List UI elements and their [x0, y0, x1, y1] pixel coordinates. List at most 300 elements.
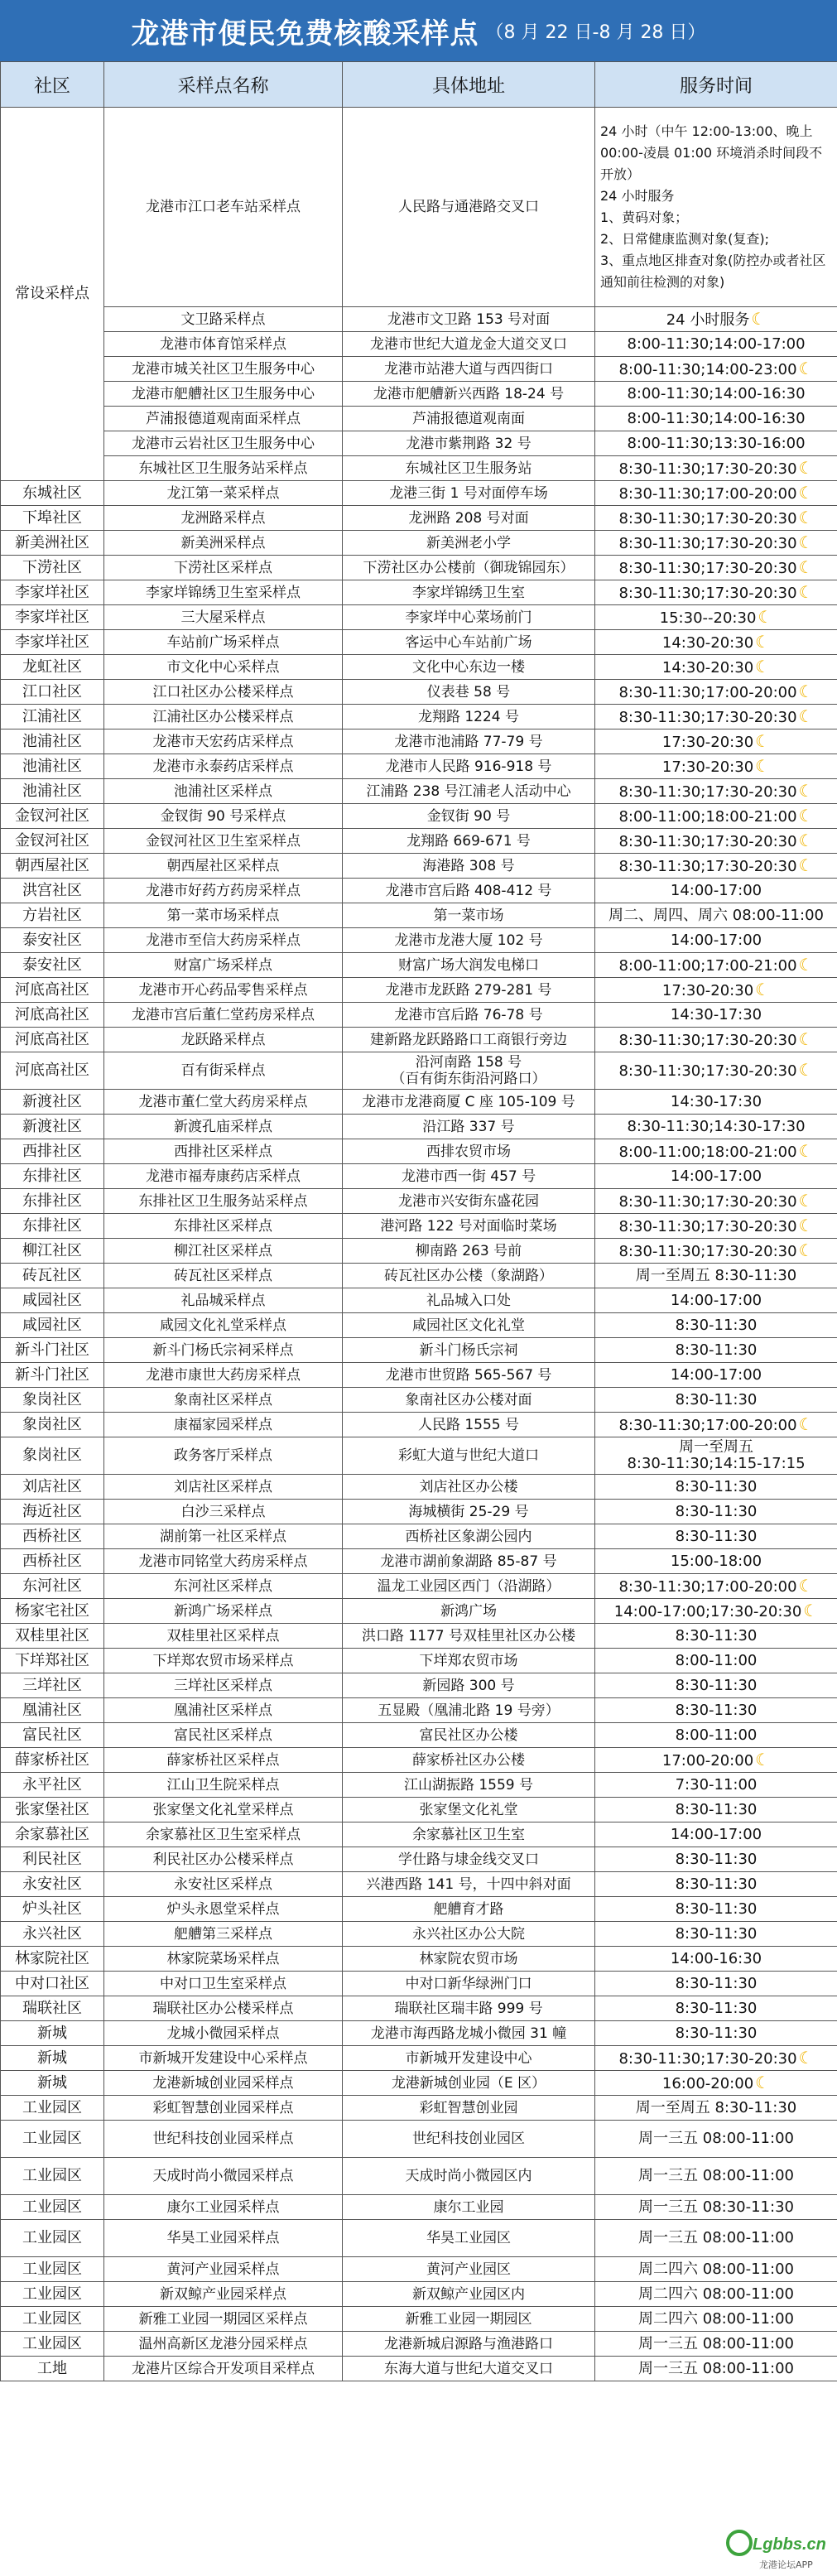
community-cell: 东城社区: [1, 481, 104, 506]
sampling-point-name: 龙港市体育馆采样点: [104, 332, 343, 357]
service-time-text: 周一三五 08:00-11:00: [638, 2334, 794, 2352]
service-time-text: 周一三五 08:00-11:00: [638, 2229, 794, 2246]
sampling-point-name: 利民社区办公楼采样点: [104, 1847, 343, 1872]
address-text: 龙港新城创业园（E 区）: [391, 2074, 546, 2092]
sampling-point-name: 新渡孔庙采样点: [104, 1115, 343, 1139]
address-text: 仪表巷 58 号: [426, 683, 511, 701]
table-row: [1, 2021, 837, 2046]
sampling-point-address: [343, 481, 595, 506]
table-row: [1, 854, 837, 879]
service-time-text: 15:30--20:30: [659, 609, 757, 627]
sampling-point-address: [343, 1822, 595, 1847]
service-time-text: 8:30-11:30;17:30-20:30: [618, 460, 797, 478]
community-cell: 永安社区: [1, 1872, 104, 1897]
table-row: [1, 630, 837, 655]
table-row: [1, 2121, 837, 2158]
sampling-point-name: 财富广场采样点: [104, 953, 343, 978]
sampling-point-name: 新斗门杨氏宗祠采样点: [104, 1338, 343, 1363]
service-time: [595, 680, 837, 705]
table-row: [1, 357, 837, 382]
community-cell: 咸园社区: [1, 1288, 104, 1313]
sampling-point-name: 永安社区采样点: [104, 1872, 343, 1897]
address-text: 砖瓦社区办公楼（象湖路）: [384, 1267, 553, 1284]
moon-icon: ☾: [798, 1140, 814, 1161]
service-time-text: 8:30-11:30;17:30-20:30: [618, 1217, 797, 1235]
community-cell: 新渡社区: [1, 1090, 104, 1115]
sampling-point-name: 新美洲采样点: [104, 531, 343, 556]
service-time-text: 14:00-17:00: [670, 881, 762, 899]
sampling-point-address: [343, 2332, 595, 2357]
service-time-text: 周一三五 08:30-11:30: [638, 2198, 794, 2216]
community-cell: 余家慕社区: [1, 1822, 104, 1847]
sampling-point-name: 龙港市江口老车站采样点: [104, 108, 343, 307]
sampling-point-name: 炉头永恩堂采样点: [104, 1897, 343, 1922]
table-row: [1, 655, 837, 680]
address-text: 龙港市宫后路 76-78 号: [394, 1006, 543, 1023]
moon-icon: ☾: [751, 308, 767, 329]
table-row: [1, 1996, 837, 2021]
sampling-point-name: 江浦社区办公楼采样点: [104, 705, 343, 729]
service-time-text: 周一至周五 8:30-11:30: [635, 2098, 797, 2116]
address-text: 林家院农贸市场: [419, 1950, 518, 1967]
sampling-point-name: 龙港市福寿康药店采样点: [104, 1164, 343, 1189]
community-cell: 朝西屋社区: [1, 854, 104, 879]
sampling-point-name: 新鸿广场采样点: [104, 1599, 343, 1624]
sampling-point-address: [343, 1475, 595, 1500]
address-text: 世纪科技创业园区: [412, 2131, 525, 2147]
note-line: 3、重点地区排查对象(防控办或者社区通知前往检测的对象): [600, 253, 826, 290]
sampling-point-address: [343, 1698, 595, 1723]
table-row: [1, 1475, 837, 1500]
address-text: 龙港三街 1 号对面停车场: [389, 484, 548, 502]
service-time: [595, 854, 837, 879]
sampling-point-address: [343, 1003, 595, 1028]
service-time-text: 8:30-11:30: [675, 1850, 758, 1868]
community-cell: 泰安社区: [1, 953, 104, 978]
sampling-point-address: [343, 506, 595, 531]
address-text: 龙港市龙港商厦 C 座 105-109 号: [362, 1093, 575, 1110]
service-time-text: 8:30-11:30: [675, 1899, 758, 1918]
community-cell-changshe: 常设采样点: [1, 108, 104, 481]
table-row: [1, 1239, 837, 1264]
service-time-text: 7:30-11:00: [675, 1775, 758, 1794]
table-row: [1, 1524, 837, 1549]
service-time-text: 14:00-17:00: [670, 1365, 762, 1384]
sampling-point-address: 龙港市世纪大道龙金大道交叉口: [343, 332, 595, 357]
sampling-point-name: 砖瓦社区采样点: [104, 1264, 343, 1288]
sampling-point-name: 江口社区办公楼采样点: [104, 680, 343, 705]
sampling-point-name: 龙城小微园采样点: [104, 2021, 343, 2046]
service-time-text: 8:30-11:30: [675, 1800, 758, 1818]
address-text: 龙洲路 208 号对面: [408, 509, 529, 527]
address-text: 新双鲸产业园区内: [412, 2285, 525, 2303]
community-cell: 金钗河社区: [1, 804, 104, 829]
service-time-text: 8:30-11:30;17:00-20:00: [618, 1577, 797, 1596]
service-time: [595, 1264, 837, 1288]
address-text: 龙港市龙跃路 279-281 号: [385, 981, 552, 999]
moon-icon: ☾: [798, 1028, 814, 1049]
service-time-text: 14:00-17:00: [670, 931, 762, 949]
sampling-point-address: [343, 804, 595, 829]
service-time-text: 8:30-11:30;17:30-20:30: [618, 708, 797, 726]
sampling-point-name: 龙港市天宏药店采样点: [104, 729, 343, 754]
table-row: [1, 804, 837, 829]
address-text: 海港路 308 号: [422, 857, 515, 874]
service-time: [595, 1723, 837, 1748]
service-time-text: 14:00-17:00: [670, 1291, 762, 1309]
service-time: [595, 332, 837, 357]
sampling-point-name: 龙港市宫后董仁堂药房采样点: [104, 1003, 343, 1028]
sampling-point-address: 东城社区卫生服务站: [343, 456, 595, 481]
address-text: 建新路龙跃路路口工商银行旁边: [370, 1031, 567, 1048]
sampling-point-address: 龙港市紫荆路 32 号: [343, 431, 595, 456]
sampling-point-name: 龙港市同铭堂大药房采样点: [104, 1549, 343, 1574]
community-cell: 西桥社区: [1, 1524, 104, 1549]
moon-icon: ☾: [798, 556, 814, 577]
sampling-point-name: 龙港市开心药品零售采样点: [104, 978, 343, 1003]
moon-icon: ☾: [758, 606, 773, 627]
address-text: 天成时尚小微园区内: [405, 2168, 532, 2184]
sampling-point-address: [343, 2121, 595, 2158]
sampling-point-name: 龙港市好药方药房采样点: [104, 879, 343, 903]
service-time-text: 8:30-11:30: [675, 1502, 758, 1520]
service-time: [595, 1028, 837, 1052]
address-text: 新美洲老小学: [426, 534, 511, 551]
moon-icon: ☾: [798, 705, 814, 726]
sampling-point-address: [343, 1214, 595, 1239]
community-cell: 泰安社区: [1, 928, 104, 953]
service-time: [595, 1624, 837, 1649]
table-row: [1, 903, 837, 928]
address-text: 张家堡文化礼堂: [419, 1801, 518, 1818]
address-text: 龙翔路 1224 号: [417, 708, 520, 725]
service-time-text: 8:30-11:30;14:30-17:30: [627, 1117, 806, 1135]
community-cell: 东排社区: [1, 1164, 104, 1189]
service-time-text: 8:30-11:30: [675, 1626, 758, 1644]
address-text: 舥艚育才路: [433, 1900, 504, 1918]
community-cell: 工业园区: [1, 2307, 104, 2332]
sampling-point-name: 文卫路采样点: [104, 307, 343, 332]
sampling-point-name: 百有街采样点: [104, 1052, 343, 1090]
sampling-point-address: [343, 829, 595, 854]
service-time: [595, 1090, 837, 1115]
sampling-point-name: 三垟社区采样点: [104, 1673, 343, 1698]
table-row: [1, 953, 837, 978]
moon-icon: ☾: [755, 730, 771, 751]
service-time: [595, 382, 837, 407]
community-cell: 洪宫社区: [1, 879, 104, 903]
sampling-point-name: 瑞联社区办公楼采样点: [104, 1996, 343, 2021]
table-row: [1, 456, 837, 481]
service-time: [595, 1897, 837, 1922]
service-time-text: 8:30-11:30: [675, 1676, 758, 1694]
service-time-text: 8:00-11:00: [675, 1651, 758, 1669]
community-cell: 双桂里社区: [1, 1624, 104, 1649]
lgbbs-watermark: [726, 2521, 830, 2573]
service-time: [595, 1549, 837, 1574]
moon-icon: ☾: [798, 805, 814, 826]
table-row: [1, 556, 837, 580]
service-time: [595, 2357, 837, 2381]
community-cell: 新渡社区: [1, 1115, 104, 1139]
table-row: [1, 978, 837, 1003]
address-text: 象南社区办公楼对面: [405, 1391, 532, 1408]
sampling-point-name: 龙港新城创业园采样点: [104, 2071, 343, 2096]
sampling-point-name: 金钗街 90 号采样点: [104, 804, 343, 829]
service-time: [595, 431, 837, 456]
community-cell: 新斗门社区: [1, 1338, 104, 1363]
sampling-point-name: 余家慕社区卫生室采样点: [104, 1822, 343, 1847]
address-text: 新斗门杨氏宗祠: [419, 1341, 518, 1359]
sampling-point-address: [343, 1288, 595, 1313]
service-time-text: 14:00-16:30: [670, 1949, 762, 1967]
table-row: [1, 1599, 837, 1624]
service-time-text: 24 小时服务: [666, 311, 750, 329]
community-cell: 凰浦社区: [1, 1698, 104, 1723]
service-time-text: 周一至周五 8:30-11:30: [635, 1266, 797, 1284]
address-text: 五显殿（凰浦北路 19 号旁）: [378, 1702, 560, 1719]
sampling-point-name: 下垟郑农贸市场采样点: [104, 1649, 343, 1673]
table-row: [1, 1413, 837, 1437]
service-time-text: 8:30-11:30: [675, 1341, 758, 1359]
service-time: [595, 1599, 837, 1624]
table-row: [1, 1388, 837, 1413]
address-text: （百有街东街沿河路口）: [391, 1071, 546, 1087]
service-time: [595, 1649, 837, 1673]
note-line: 24 小时服务: [600, 188, 675, 204]
table-row: [1, 1972, 837, 1996]
service-time: [595, 1798, 837, 1822]
sampling-point-address: [343, 1264, 595, 1288]
address-text: 第一菜市场: [433, 907, 504, 924]
sampling-point-name: 东城社区卫生服务站采样点: [104, 456, 343, 481]
sampling-point-name: 张家堡文化礼堂采样点: [104, 1798, 343, 1822]
table-row: [1, 1748, 837, 1773]
service-time: [595, 2121, 837, 2158]
community-cell: 河底高社区: [1, 1028, 104, 1052]
service-time: [595, 1947, 837, 1972]
service-time: [595, 2332, 837, 2357]
service-time-text: 8:30-11:30;17:30-20:30: [618, 584, 797, 602]
sampling-point-address: [343, 1673, 595, 1698]
service-time: [595, 754, 837, 779]
address-text: 中对口新华绿洲门口: [405, 1975, 532, 1992]
table-row: [1, 431, 837, 456]
moon-icon: ☾: [755, 656, 771, 677]
community-cell: 江口社区: [1, 680, 104, 705]
sampling-point-address: [343, 1574, 595, 1599]
sampling-point-name: 三大屋采样点: [104, 605, 343, 630]
address-text: 下涝社区办公楼前（御珑锦园东）: [363, 559, 575, 576]
sampling-point-name: 芦浦报德道观南面采样点: [104, 407, 343, 431]
address-text: 洪口路 1177 号双桂里社区办公楼: [361, 1627, 576, 1644]
community-cell: 利民社区: [1, 1847, 104, 1872]
service-time-text: 8:30-11:30;17:30-20:30: [618, 1031, 797, 1049]
community-cell: 江浦社区: [1, 705, 104, 729]
sampling-point-name: 黄河产业园采样点: [104, 2257, 343, 2282]
service-time-text: 8:30-11:30;17:30-20:30: [618, 1192, 797, 1211]
note-line: 2、日常健康监测对象(复查);: [600, 231, 770, 247]
moon-icon: ☾: [755, 1749, 771, 1769]
table-row: [1, 108, 837, 307]
sampling-point-address: [343, 928, 595, 953]
service-time-text: 8:00-11:30;14:00-23:00: [618, 360, 797, 378]
community-cell: 张家堡社区: [1, 1798, 104, 1822]
sampling-point-address: [343, 1649, 595, 1673]
service-time-text: 8:30-11:30;17:30-20:30: [618, 1242, 797, 1260]
address-text: 薛家桥社区办公楼: [412, 1751, 525, 1769]
sampling-point-name: 柳江社区采样点: [104, 1239, 343, 1264]
sampling-point-name: 龙江第一菜采样点: [104, 481, 343, 506]
sampling-point-name: 下涝社区采样点: [104, 556, 343, 580]
service-time-text: 17:30-20:30: [661, 981, 754, 999]
sampling-point-address: [343, 729, 595, 754]
community-cell: 工业园区: [1, 2158, 104, 2195]
service-time-text: 8:00-11:00;18:00-21:00: [618, 807, 797, 826]
service-time: [595, 655, 837, 680]
service-time: [595, 2046, 837, 2071]
community-cell: 永平社区: [1, 1773, 104, 1798]
service-time-text: 14:30-20:30: [661, 658, 754, 677]
sampling-point-name: 东排社区采样点: [104, 1214, 343, 1239]
table-row: [1, 1549, 837, 1574]
service-time: [595, 2071, 837, 2096]
service-time-text: 周一三五 08:00-11:00: [638, 2167, 794, 2184]
service-time: [595, 705, 837, 729]
service-time-text: 14:00-17:00: [670, 1825, 762, 1843]
watermark-sub-text: 龙港论坛APP: [759, 2559, 813, 2570]
address-text: 金钗街 90 号: [426, 807, 511, 825]
service-time-text: 8:00-11:30;14:00-16:30: [627, 384, 806, 402]
address-text: 市新城开发建设中心: [405, 2049, 532, 2067]
service-time: [595, 1214, 837, 1239]
moon-icon: ☾: [798, 2047, 814, 2068]
sampling-point-address: [343, 2257, 595, 2282]
service-time: [595, 1413, 837, 1437]
community-cell: 新斗门社区: [1, 1363, 104, 1388]
sampling-point-address: [343, 754, 595, 779]
service-time-text: 8:00-11:00;18:00-21:00: [618, 1143, 797, 1161]
sampling-point-address: [343, 1388, 595, 1413]
community-cell: 工业园区: [1, 2257, 104, 2282]
service-time-text: 14:00-17:00;17:30-20:30: [613, 1602, 802, 1620]
community-cell: 池浦社区: [1, 754, 104, 779]
sampling-point-address: [343, 2282, 595, 2307]
service-time: [595, 1388, 837, 1413]
community-cell: 永兴社区: [1, 1922, 104, 1947]
moon-icon: ☾: [755, 979, 771, 999]
table-row: [1, 729, 837, 754]
sampling-point-name: 龙港片区综合开发项目采样点: [104, 2357, 343, 2381]
sampling-point-name: 金钗河社区卫生室采样点: [104, 829, 343, 854]
sampling-point-address: [343, 978, 595, 1003]
service-time-note: [595, 108, 837, 307]
sampling-point-name: 新双鲸产业园采样点: [104, 2282, 343, 2307]
address-text: 瑞联社区瑞丰路 999 号: [394, 2000, 543, 2017]
table-row: [1, 605, 837, 630]
table-row: [1, 1052, 837, 1090]
sampling-point-address: 龙港市文卫路 153 号对面: [343, 307, 595, 332]
table-row: [1, 1164, 837, 1189]
service-time-text: 8:30-11:30;17:30-20:30: [618, 2049, 797, 2068]
community-cell: 金钗河社区: [1, 829, 104, 854]
column-header-name: 采样点名称: [104, 62, 343, 108]
community-cell: 象岗社区: [1, 1437, 104, 1475]
community-cell: 富民社区: [1, 1723, 104, 1748]
sampling-point-name: 龙港市舥艚社区卫生服务中心: [104, 382, 343, 407]
sampling-point-name: 富民社区采样点: [104, 1723, 343, 1748]
sampling-point-name: 凰浦社区采样点: [104, 1698, 343, 1723]
table-row: [1, 1028, 837, 1052]
table-row: [1, 2158, 837, 2195]
sampling-point-address: [343, 580, 595, 605]
service-time-text: 14:30-17:30: [670, 1092, 762, 1110]
service-time: [595, 407, 837, 431]
sampling-point-address: [343, 1189, 595, 1214]
service-time: [595, 1996, 837, 2021]
service-time-text: 17:00-20:00: [661, 1751, 754, 1769]
sampling-point-address: [343, 605, 595, 630]
service-time: [595, 1500, 837, 1524]
service-time-text: 周二四六 08:00-11:00: [638, 2309, 794, 2328]
sampling-point-address: [343, 1549, 595, 1574]
address-text: 华昊工业园区: [426, 2230, 511, 2246]
address-text: 彩虹大道与世纪大道口: [398, 1447, 539, 1464]
sampling-point-address: [343, 2021, 595, 2046]
sampling-point-address: [343, 2158, 595, 2195]
service-time-text: 8:30-11:30: [675, 1316, 758, 1334]
service-time: [595, 1313, 837, 1338]
sampling-point-address: [343, 1897, 595, 1922]
note-line: 1、黄码对象；: [600, 209, 689, 225]
table-row: [1, 779, 837, 804]
address-text: 李家垟锦绣卫生室: [412, 584, 525, 601]
table-row: [1, 680, 837, 705]
table-row: [1, 1574, 837, 1599]
community-cell: 池浦社区: [1, 729, 104, 754]
sampling-point-address: [343, 1748, 595, 1773]
moon-icon: ☾: [755, 755, 771, 776]
sampling-point-name: 礼品城采样点: [104, 1288, 343, 1313]
sampling-point-name: 西排社区采样点: [104, 1139, 343, 1164]
address-text: 人民路 1555 号: [417, 1416, 520, 1433]
table-row: [1, 1313, 837, 1338]
service-time: [595, 829, 837, 854]
address-text: 新鸿广场: [440, 1602, 497, 1620]
table-row: [1, 1624, 837, 1649]
watermark-logo-icon: [728, 2531, 751, 2554]
service-time-text: 8:30-11:30: [675, 1477, 758, 1495]
sampling-point-address: 芦浦报德道观南面: [343, 407, 595, 431]
moon-icon: ☾: [798, 581, 814, 602]
sampling-point-address: [343, 705, 595, 729]
community-cell: 砖瓦社区: [1, 1264, 104, 1288]
moon-icon: ☾: [798, 1413, 814, 1434]
sampling-point-address: [343, 1437, 595, 1475]
moon-icon: ☾: [798, 855, 814, 875]
sampling-point-address: [343, 953, 595, 978]
table-row: [1, 2257, 837, 2282]
sampling-point-address: [343, 1313, 595, 1338]
sampling-point-address: [343, 1413, 595, 1437]
address-text: 江山湖振路 1559 号: [403, 1776, 534, 1794]
sampling-point-address: [343, 1139, 595, 1164]
sampling-point-address: [343, 630, 595, 655]
service-time: [595, 2307, 837, 2332]
service-time-text: 8:30-11:30;17:30-20:30: [618, 534, 797, 552]
community-cell: 新城: [1, 2021, 104, 2046]
sampling-point-name: 新雅工业园一期园区采样点: [104, 2307, 343, 2332]
